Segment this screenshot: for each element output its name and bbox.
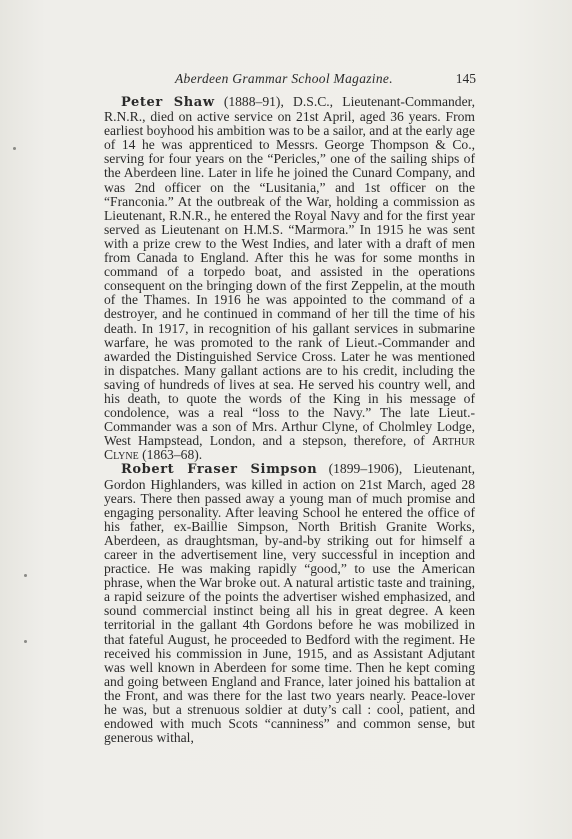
margin-speck bbox=[24, 574, 27, 577]
margin-speck bbox=[24, 640, 27, 643]
obituary-name: Peter Shaw bbox=[121, 95, 215, 110]
obituary-column bbox=[104, 95, 475, 745]
running-title: Aberdeen Grammar School Magazine. bbox=[175, 71, 393, 86]
margin-speck bbox=[13, 147, 16, 150]
obituary-entry bbox=[104, 462, 475, 745]
relative-name: Arthur Clyne bbox=[104, 433, 475, 463]
obituary-dates: (1863–68). bbox=[138, 447, 203, 463]
obituary-entry bbox=[104, 95, 475, 462]
obituary-text: (1899–1906), Lieutenant, Gordon Highlanders, was killed in action on 21st March, aged 28 years. There then passed away a young man of much promise and engaging personality. After leaving School he entered the office of his father, ex-Baillie Simpson, North British Granite Works, Aberdeen, as draughtsman, by-and-by striking out for himself a career in the advertisement line, very successful in inception and practice. He was making rapidly “good,” to use the American phrase, when the War broke out. A natural artistic taste and training, a rapid seizure of the points the advertiser wished emphasized, and sound commercial instinct being all his in great degree. A keen territorial in the gallant 4th Gordons before he was mobilized in that fateful August, he proceeded to Bedford with the regiment. He received his commission in June, 1915, and as Assistant Adjutant was well known in Aberdeen for some time. Then he kept coming and going between England and France, later joined his battalion at the Front, and was there for the last two years nearly. Peace-lover he was, but a strenuous soldier at duty’s call : cool, patient, and endowed with much Scots “canniness” and common sense, but generous withal, bbox=[104, 461, 475, 746]
page-header bbox=[100, 71, 476, 89]
obituary-name: Robert Fraser Simpson bbox=[121, 462, 318, 478]
obituary-text: (1888–91), D.S.C., Lieutenant-Commander, R.N.R., died on active service on 21st April, aged 36 years. From earliest boyhood his ambition was to be a sailor, and at the early age of 14 he was apprenticed to Messrs. George Thompson & Co., serving for four years on the “Pericles,” one of the sailing ships of the Aberdeen line. Later in life he joined the Cunard Company, and was 2nd officer on the “Lusitania,” and 1st officer on the “Franconia.” At the outbreak of the War, holding a commission as Lieutenant, R.N.R., he entered the Royal Navy and for the first year served as Lieutenant on H.M.S. “Marmora.” In 1915 he was sent with a prize crew to the West Indies, and later with a draft of men from Canada to England. After this he was for some months in command of a torpedo boat, and assisted in the operations consequent on the bringing down of the first Zeppelin, at the mouth of the Thames. In 1916 he was appointed to the command of a destroyer, and he continued in command of her till the time of his death. In 1917, in recognition of his gallant services in submarine warfare, he was promoted to the rank of Lieut.-Commander and awarded the Distinguished Service Cross. Later he was mentioned in dispatches. Many gallant actions are to his credit, including the saving of hundreds of lives at sea. He served his country well, and his death, to quote the words of the King in his message of condolence, was a real “loss to the Navy.” The late Lieut.-Commander was a son of Mrs. Arthur Clyne, of Cholmley Lodge, West Hampstead, London, and a stepson, therefore, of bbox=[104, 94, 475, 449]
page-number: 145 bbox=[455, 71, 476, 86]
